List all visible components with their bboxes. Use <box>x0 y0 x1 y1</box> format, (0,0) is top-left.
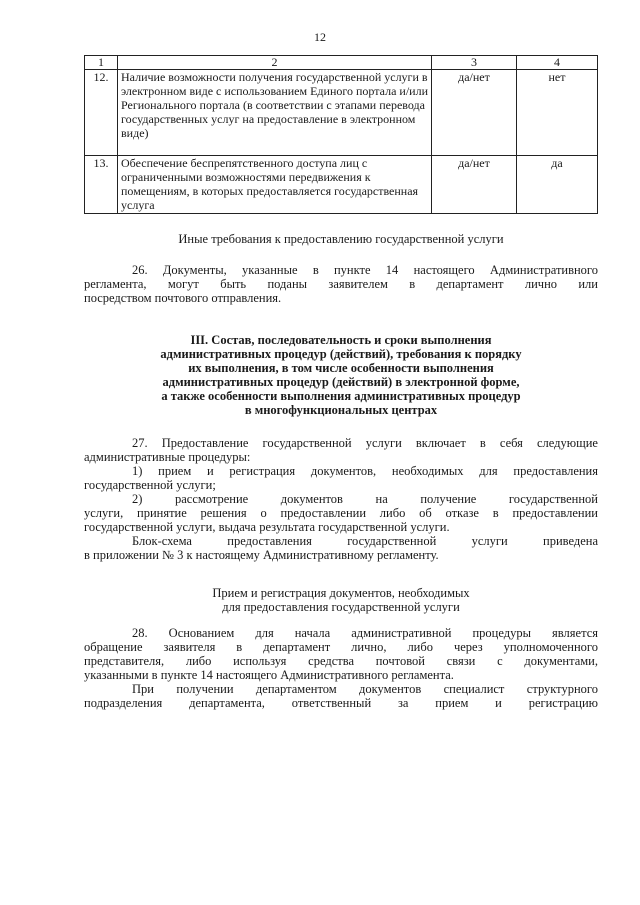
subheading-line: Иные требования к предоставлению государственной услуги <box>178 232 504 246</box>
title-line: их выполнения, в том числе особенности выполнения <box>188 361 494 375</box>
section-3-title <box>84 333 598 417</box>
text-line: 26. Документы, указанные в пункте 14 настоящего Административного <box>132 263 598 277</box>
paragraph-26 <box>84 263 598 305</box>
text-line: государственной услуги; <box>84 478 216 492</box>
table-header-cell: 2 <box>118 56 432 70</box>
text-line: обращение заявителя в департамент лично, либо через уполномоченного <box>84 640 598 654</box>
row-value: да <box>517 156 598 214</box>
text-line: регламента, могут быть поданы заявителем в департамент лично или <box>84 277 598 291</box>
row-value: нет <box>517 70 598 156</box>
text-line: посредством почтового отправления. <box>84 291 282 305</box>
title-line: административных процедур (действий), требования к порядку <box>160 347 522 361</box>
text-line: услуги, принятие решения о предоставлении либо об отказе в предоставлении <box>84 506 598 520</box>
text-line: Блок-схема предоставления государственной услуги приведена <box>132 534 598 548</box>
row-indicator-text: Наличие возможности получения государственной услуги в электронном виде с использованием Единого портала и/или Регионального портала (в соответствии с этапами перевода государственных услуг на предоставление в электронном виде) <box>118 70 432 156</box>
text-line: При получении департаментом документов специалист структурного <box>132 682 598 696</box>
text-line: 1) прием и регистрация документов, необходимых для предоставления <box>132 464 598 478</box>
requirements-table <box>84 55 598 214</box>
row-norm: да/нет <box>432 70 517 156</box>
subheading-other-requirements <box>84 232 598 246</box>
table-header-cell: 4 <box>517 56 598 70</box>
title-line: в многофункциональных центрах <box>244 403 438 417</box>
table-header-row <box>85 56 598 70</box>
paragraph-28 <box>84 626 598 710</box>
title-line: а также особенности выполнения административных процедур <box>161 389 521 403</box>
text-line: 2) рассмотрение документов на получение государственной <box>132 492 598 506</box>
text-line: 27. Предоставление государственной услуги включает в себя следующие <box>132 436 598 450</box>
page-number: 12 <box>314 30 326 44</box>
row-number: 12. <box>85 70 118 156</box>
subheading-line: Прием и регистрация документов, необходимых <box>212 586 470 600</box>
row-norm: да/нет <box>432 156 517 214</box>
text-line: в приложении № 3 к настоящему Административному регламенту. <box>84 548 439 562</box>
text-line: административные процедуры: <box>84 450 251 464</box>
table-row <box>85 70 598 156</box>
table-row <box>85 156 598 214</box>
subheading-reception <box>84 586 598 614</box>
table-header-cell: 1 <box>85 56 118 70</box>
table-header-cell: 3 <box>432 56 517 70</box>
row-indicator-text: Обеспечение беспрепятственного доступа лиц с ограниченными возможностями передвижения к помещениям, в которых предоставляется государственная услуга <box>118 156 432 214</box>
text-line: подразделения департамента, ответственный за прием и регистрацию <box>84 696 598 710</box>
title-line: III. Состав, последовательность и сроки выполнения <box>190 333 492 347</box>
text-line: указанными в пункте 14 настоящего Административного регламента. <box>84 668 454 682</box>
row-number: 13. <box>85 156 118 214</box>
subheading-line: для предоставления государственной услуги <box>222 600 460 614</box>
paragraph-27 <box>84 436 598 562</box>
text-line: 28. Основанием для начала административной процедуры является <box>132 626 598 640</box>
text-line: государственной услуги, выдача результата государственной услуги. <box>84 520 450 534</box>
title-line: административных процедур (действий) в электронной форме, <box>162 375 520 389</box>
text-line: представителя, либо используя средства почтовой связи с документами, <box>84 654 598 668</box>
